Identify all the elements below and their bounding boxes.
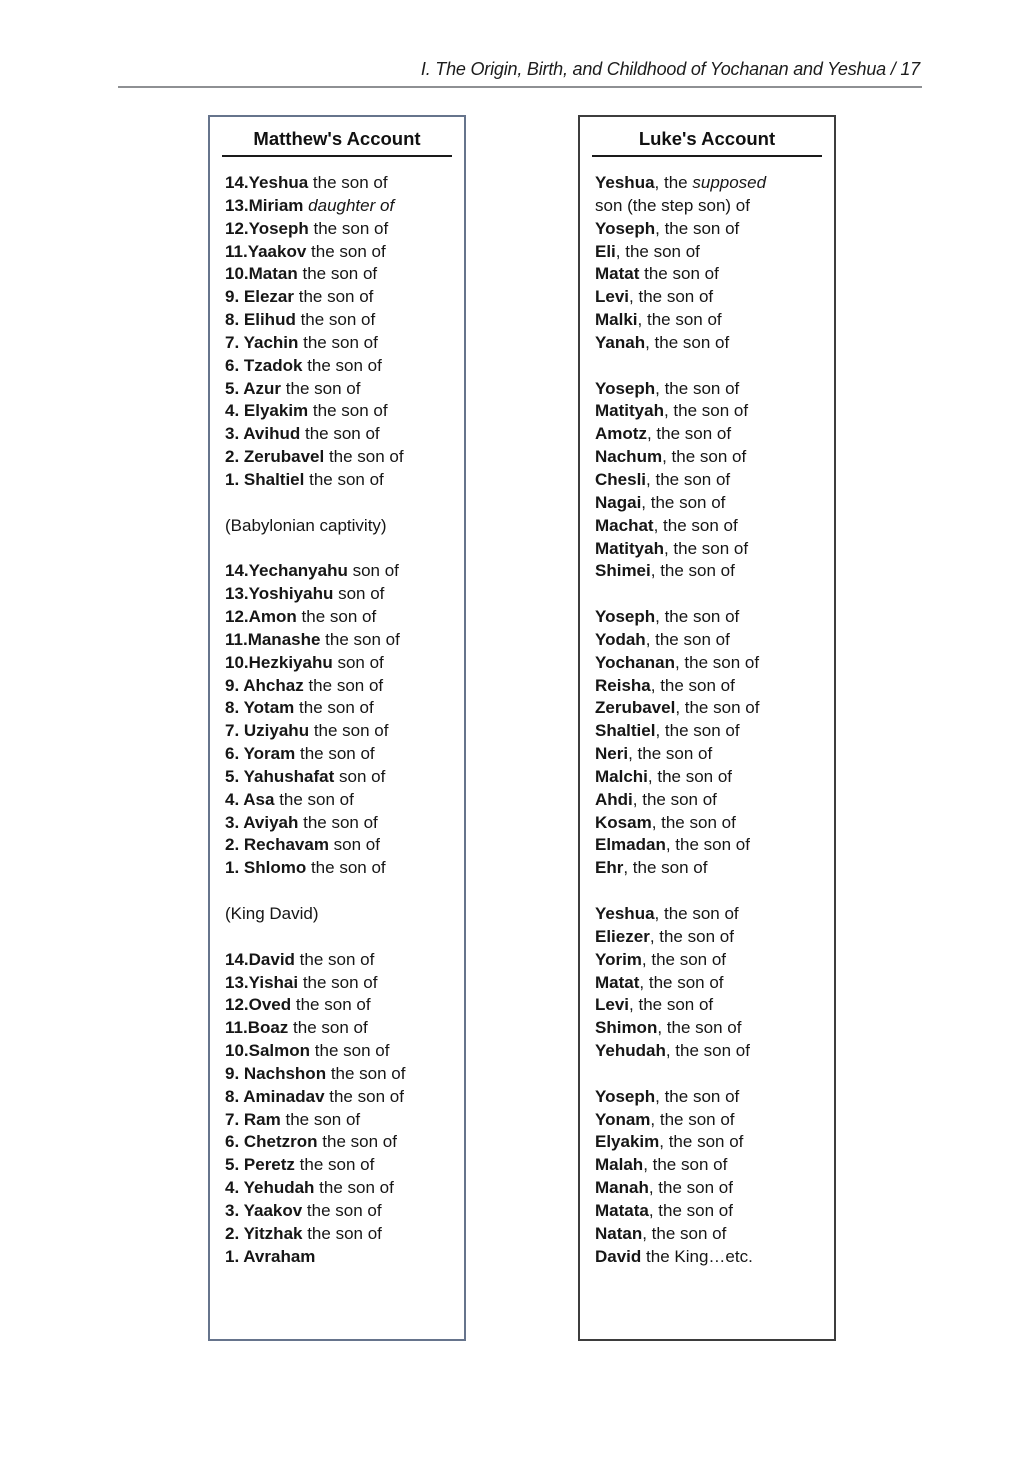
genealogy-line: 1. Avraham	[225, 1246, 316, 1266]
genealogy-line	[595, 1063, 832, 1086]
genealogy-line: 7. Ram the son of	[225, 1109, 361, 1129]
genealogy-line	[225, 926, 462, 949]
genealogy-line: 3. Avihud the son of	[225, 424, 380, 444]
genealogy-line: (Babylonian captivity)	[225, 515, 387, 535]
genealogy-line: Matityah, the son of	[595, 401, 749, 421]
genealogy-line: Elyakim, the son of	[595, 1132, 744, 1152]
genealogy-line: 6. Yoram the son of	[225, 744, 375, 764]
genealogy-line: Malah, the son of	[595, 1155, 728, 1175]
genealogy-line: 9. Ahchaz the son of	[225, 675, 384, 695]
genealogy-line	[225, 538, 462, 561]
genealogy-line: 14.Yechanyahu son of	[225, 561, 399, 581]
genealogy-line: Yoseph, the son of	[595, 378, 740, 398]
luke-account-box	[578, 115, 836, 1341]
genealogy-line	[595, 880, 832, 903]
genealogy-line: Zerubavel, the son of	[595, 698, 760, 718]
genealogy-line: 1. Shaltiel the son of	[225, 469, 384, 489]
matthew-account-box	[208, 115, 466, 1341]
genealogy-line: Nachum, the son of	[595, 447, 747, 467]
genealogy-line: 4. Elyakim the son of	[225, 401, 388, 421]
genealogy-line: Eli, the son of	[595, 241, 700, 261]
genealogy-line: 11.Boaz the son of	[225, 1018, 368, 1038]
genealogy-line: Matata, the son of	[595, 1200, 733, 1220]
genealogy-line: Neri, the son of	[595, 744, 713, 764]
genealogy-line: 11.Manashe the son of	[225, 629, 400, 649]
genealogy-line: 4. Yehudah the son of	[225, 1178, 394, 1198]
genealogy-line: Yanah, the son of	[595, 332, 730, 352]
genealogy-line: Yoseph, the son of	[595, 1086, 740, 1106]
genealogy-line: 8. Aminadav the son of	[225, 1086, 404, 1106]
genealogy-line: Yeshua, the supposed	[595, 173, 767, 192]
genealogy-line: 12.Amon the son of	[225, 607, 377, 627]
page-header-title: I. The Origin, Birth, and Childhood of Yochanan and Yeshua / 17	[420, 59, 920, 79]
genealogy-line: 9. Elezar the son of	[225, 287, 374, 307]
genealogy-line: Yodah, the son of	[595, 629, 730, 649]
genealogy-line: Yochanan, the son of	[595, 652, 760, 672]
header-rule	[118, 86, 922, 88]
genealogy-line: 8. Yotam the son of	[225, 698, 374, 718]
genealogy-line: 13.Yishai the son of	[225, 972, 378, 992]
genealogy-line: 6. Tzadok the son of	[225, 355, 382, 375]
genealogy-line: 10.Matan the son of	[225, 264, 378, 284]
genealogy-line: 14.Yeshua the son of	[225, 173, 388, 192]
luke-account-title: Luke's Account	[592, 128, 822, 157]
genealogy-line: 2. Rechavam son of	[225, 835, 380, 855]
genealogy-line: Yorim, the son of	[595, 949, 727, 969]
genealogy-line: Manah, the son of	[595, 1178, 733, 1198]
genealogy-line: (King David)	[225, 904, 319, 923]
genealogy-line: Natan, the son of	[595, 1223, 727, 1243]
genealogy-line	[595, 583, 832, 606]
genealogy-line: 6. Chetzron the son of	[225, 1132, 397, 1152]
genealogy-line: Chesli, the son of	[595, 469, 731, 489]
genealogy-line: 11.Yaakov the son of	[225, 241, 386, 261]
genealogy-line: David the King…etc.	[595, 1246, 753, 1266]
genealogy-line: Yoseph, the son of	[595, 607, 740, 627]
genealogy-line: Yonam, the son of	[595, 1109, 735, 1129]
genealogy-line: Yoseph, the son of	[595, 218, 740, 238]
genealogy-line: Machat, the son of	[595, 515, 738, 535]
luke-genealogy-list	[580, 157, 834, 1269]
genealogy-line: Shaltiel, the son of	[595, 721, 740, 741]
genealogy-line: Malki, the son of	[595, 310, 722, 330]
genealogy-line: Matityah, the son of	[595, 538, 749, 558]
genealogy-line: 1. Shlomo the son of	[225, 858, 386, 878]
genealogy-line: Ehr, the son of	[595, 858, 708, 878]
matthew-genealogy-list	[210, 157, 464, 1269]
genealogy-line: Shimei, the son of	[595, 561, 735, 581]
genealogy-line: 2. Zerubavel the son of	[225, 447, 404, 467]
genealogy-line: 3. Aviyah the son of	[225, 812, 378, 832]
genealogy-line: 13.Yoshiyahu son of	[225, 584, 385, 604]
genealogy-line: Levi, the son of	[595, 995, 714, 1015]
genealogy-line: Amotz, the son of	[595, 424, 732, 444]
genealogy-line: son (the step son) of	[595, 195, 750, 215]
genealogy-line: Yeshua, the son of	[595, 904, 739, 923]
genealogy-line: 5. Peretz the son of	[225, 1155, 375, 1175]
genealogy-line: Shimon, the son of	[595, 1018, 742, 1038]
genealogy-line	[225, 880, 462, 903]
genealogy-line: Ahdi, the son of	[595, 789, 717, 809]
genealogy-line: 5. Azur the son of	[225, 378, 361, 398]
genealogy-line: 14.David the son of	[225, 949, 375, 969]
genealogy-line: 8. Elihud the son of	[225, 310, 376, 330]
genealogy-line: 4. Asa the son of	[225, 789, 354, 809]
matthew-account-title: Matthew's Account	[222, 128, 452, 157]
genealogy-line: Nagai, the son of	[595, 492, 726, 512]
genealogy-line: 3. Yaakov the son of	[225, 1200, 382, 1220]
genealogy-line: Matat the son of	[595, 264, 719, 284]
genealogy-line: Malchi, the son of	[595, 766, 733, 786]
genealogy-line: Yehudah, the son of	[595, 1041, 750, 1061]
genealogy-line: 5. Yahushafat son of	[225, 766, 386, 786]
genealogy-line: Reisha, the son of	[595, 675, 735, 695]
genealogy-line: Elmadan, the son of	[595, 835, 750, 855]
genealogy-line: 10.Salmon the son of	[225, 1041, 390, 1061]
genealogy-line: 12.Yoseph the son of	[225, 218, 389, 238]
genealogy-line: 10.Hezkiyahu son of	[225, 652, 384, 672]
genealogy-line: Kosam, the son of	[595, 812, 736, 832]
genealogy-line: 9. Nachshon the son of	[225, 1063, 406, 1083]
genealogy-line: Matat, the son of	[595, 972, 724, 992]
genealogy-line: 7. Yachin the son of	[225, 332, 378, 352]
genealogy-line	[595, 355, 832, 378]
genealogy-line: 2. Yitzhak the son of	[225, 1223, 382, 1243]
genealogy-line: Levi, the son of	[595, 287, 714, 307]
genealogy-line	[225, 492, 462, 515]
genealogy-line: Eliezer, the son of	[595, 926, 734, 946]
genealogy-line: 12.Oved the son of	[225, 995, 371, 1015]
genealogy-line: 13.Miriam daughter of	[225, 195, 395, 215]
genealogy-line: 7. Uziyahu the son of	[225, 721, 389, 741]
